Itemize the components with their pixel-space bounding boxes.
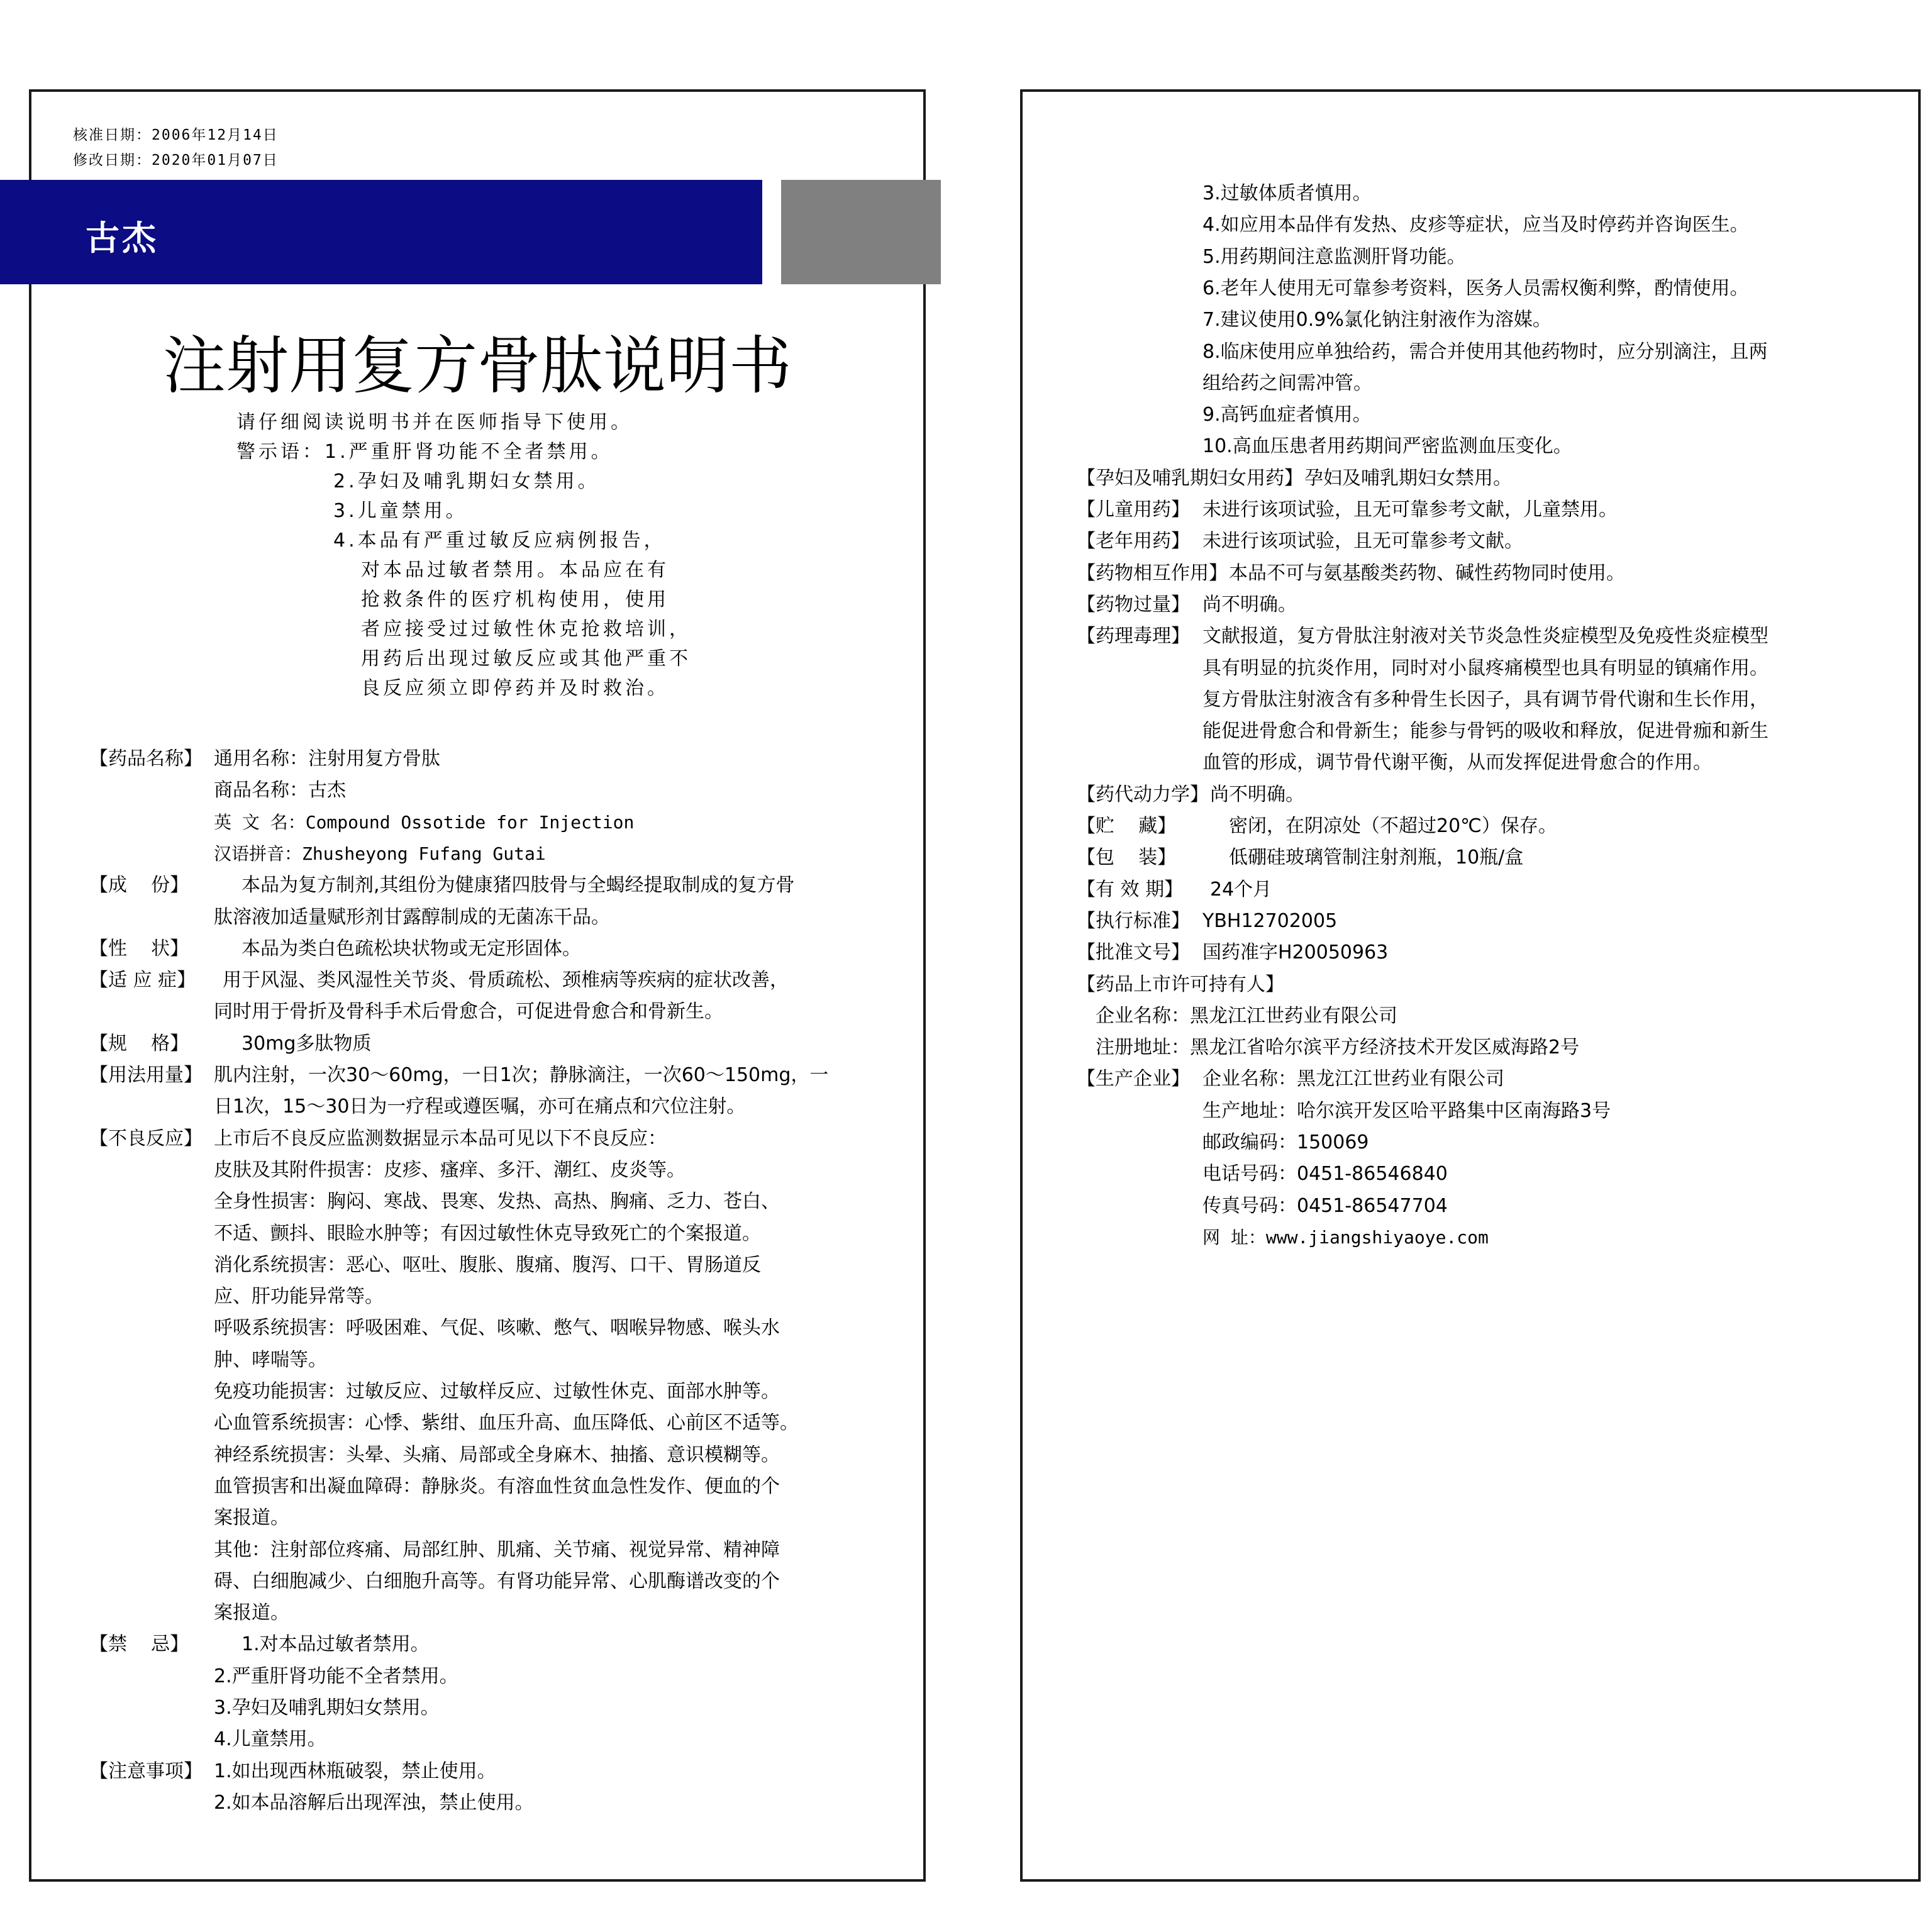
section-text: 复方骨肽注射液含有多种骨生长因子，具有调节骨代谢和生长作用，	[1202, 688, 1768, 711]
section-label: 【用法用量】	[89, 1064, 203, 1086]
section-text: 商品名称：古杰	[214, 779, 346, 802]
section-label: 【规 格】	[89, 1032, 189, 1055]
section-text: 血管的形成，调节骨代谢平衡，从而发挥促进骨愈合的作用。	[1202, 752, 1712, 774]
section-text: 消化系统损害：恶心、呕吐、腹胀、腹痛、腹泻、口干、胃肠道反	[214, 1253, 761, 1276]
section-label: 【注意事项】	[89, 1760, 203, 1782]
section-text: 传真号码：0451-86547704	[1202, 1194, 1448, 1217]
section-text: 肌内注射，一次30～60mg，一日1次；静脉滴注，一次60～150mg，一	[214, 1064, 829, 1086]
section-label: 【执行标准】	[1077, 909, 1190, 932]
section-text: 日1次，15～30日为一疗程或遵医嘱，亦可在痛点和穴位注射。	[214, 1096, 746, 1118]
revise-date: 修改日期：2020年01月07日	[73, 152, 279, 169]
section-text: 案报道。	[214, 1507, 289, 1530]
section-text: 6.老年人使用无可靠参考资料，医务人员需权衡利弊，酌情使用。	[1202, 277, 1749, 299]
section-text: 上市后不良反应监测数据显示本品可见以下不良反应：	[214, 1127, 667, 1150]
section-text: 文献报道，复方骨肽注射液对关节炎急性炎症模型及免疫性炎症模型	[1202, 625, 1768, 648]
section-text: 低硼硅玻璃管制注射剂瓶，10瓶/盒	[1229, 847, 1524, 869]
section-label: 【老年用药】	[1077, 530, 1190, 553]
section-text: 本品不可与氨基酸类药物、碱性药物同时使用。	[1229, 562, 1625, 584]
section-text: 网 址：www.jiangshiyaoye.com	[1202, 1226, 1489, 1248]
section-text: 肿、哮喘等。	[214, 1348, 327, 1371]
section-text: 30mg多肽物质	[242, 1032, 372, 1055]
section-text: 应、肝功能异常等。	[214, 1285, 384, 1308]
section-text: 英 文 名：Compound Ossotide for Injection	[214, 811, 635, 833]
section-label: 【生产企业】	[1077, 1068, 1190, 1091]
section-label: 【包 装】	[1077, 847, 1177, 869]
section-text: 电话号码：0451-86546840	[1202, 1163, 1448, 1185]
section-text: 2.如本品溶解后出现浑浊，禁止使用。	[214, 1791, 534, 1814]
warning-line: 者应接受过过敏性休克抢救培训，	[361, 618, 691, 640]
decorative-gray-block	[781, 180, 941, 284]
section-text: 1.如出现西林瓶破裂，禁止使用。	[214, 1760, 496, 1782]
section-text: 能促进骨愈合和骨新生；能参与骨钙的吸收和释放，促进骨痂和新生	[1202, 720, 1768, 743]
section-text: 8.临床使用应单独给药，需合并使用其他药物时，应分别滴注，且两	[1202, 340, 1768, 363]
section-text: 同时用于骨折及骨科手术后骨愈合，可促进骨愈合和骨新生。	[214, 1001, 723, 1023]
section-label: 【适 应 症】	[89, 969, 196, 992]
section-text: 呼吸系统损害：呼吸困难、气促、咳嗽、憋气、咽喉异物感、喉头水	[214, 1317, 780, 1340]
section-text: 生产地址：哈尔滨开发区哈平路集中区南海路3号	[1202, 1099, 1611, 1122]
section-label: 【药物过量】	[1077, 593, 1190, 616]
section-text: 神经系统损害：头晕、头痛、局部或全身麻木、抽搐、意识模糊等。	[214, 1443, 780, 1466]
section-label: 【成 份】	[89, 874, 189, 897]
warning-line: 请仔细阅读说明书并在医师指导下使用。	[236, 411, 633, 433]
section-text: 其他：注射部位疼痛、局部红肿、肌痛、关节痛、视觉异常、精神障	[214, 1538, 780, 1561]
warning-line: 抢救条件的医疗机构使用，使用	[361, 589, 669, 611]
section-text: 尚不明确。	[1210, 783, 1304, 806]
section-label: 【孕妇及哺乳期妇女用药】	[1077, 467, 1303, 489]
section-text: 案报道。	[214, 1602, 289, 1624]
section-text: 全身性损害：胸闷、寒战、畏寒、发热、高热、胸痛、乏力、苍白、	[214, 1191, 780, 1213]
section-text: 24个月	[1210, 878, 1272, 901]
warning-line: 3.儿童禁用。	[333, 500, 468, 522]
warning-line: 对本品过敏者禁用。本品应在有	[361, 559, 669, 581]
section-text: 血管损害和出凝血障碍：静脉炎。有溶血性贫血急性发作、便血的个	[214, 1475, 780, 1497]
section-text: 7.建议使用0.9%氯化钠注射液作为溶媒。	[1202, 309, 1552, 331]
warning-line: 2.孕妇及哺乳期妇女禁用。	[333, 470, 600, 492]
section-text: 肽溶液加适量赋形剂甘露醇制成的无菌冻干品。	[214, 906, 610, 928]
section-text: 本品为复方制剂,其组份为健康猪四肢骨与全蝎经提取制成的复方骨	[242, 874, 795, 897]
section-text: 企业名称：黑龙江江世药业有限公司	[1096, 1004, 1397, 1027]
section-label: 【药品名称】	[89, 748, 203, 770]
approve-date: 核准日期：2006年12月14日	[73, 127, 279, 143]
section-label: 【批准文号】	[1077, 941, 1190, 964]
section-label: 【儿童用药】	[1077, 499, 1190, 521]
section-text: 心血管系统损害：心悸、紫绀、血压升高、血压降低、心前区不适等。	[214, 1412, 799, 1435]
section-label: 【性 状】	[89, 937, 189, 960]
section-text: 密闭，在阴凉处（不超过20℃）保存。	[1229, 815, 1557, 837]
section-text: 10.高血压患者用药期间严密监测血压变化。	[1202, 435, 1572, 458]
section-label: 【药物相互作用】	[1077, 562, 1228, 584]
section-label: 【贮 藏】	[1077, 815, 1177, 837]
warning-line: 用药后出现过敏反应或其他严重不	[361, 648, 691, 670]
section-text: 用于风湿、类风湿性关节炎、骨质疏松、颈椎病等疾病的症状改善，	[223, 969, 789, 992]
section-label: 【药代动力学】	[1077, 783, 1209, 806]
section-label: 【禁 忌】	[89, 1633, 189, 1656]
section-text: 尚不明确。	[1202, 593, 1297, 616]
brand-logo-text: 古杰	[86, 218, 158, 258]
section-text: 5.用药期间注意监测肝肾功能。	[1202, 245, 1466, 268]
section-text: 孕妇及哺乳期妇女禁用。	[1304, 467, 1512, 489]
section-text: 碍、白细胞减少、白细胞升高等。有肾功能异常、心肌酶谱改变的个	[214, 1570, 780, 1592]
section-text: 4.儿童禁用。	[214, 1728, 326, 1751]
section-text: 本品为类白色疏松块状物或无定形固体。	[242, 937, 581, 960]
warning-line: 良反应须立即停药并及时救治。	[361, 677, 669, 699]
section-text: 汉语拼音：Zhusheyong Fufang Gutai	[214, 843, 546, 864]
section-text: 未进行该项试验，且无可靠参考文献。	[1202, 530, 1523, 553]
section-text: 2.严重肝肾功能不全者禁用。	[214, 1665, 458, 1687]
section-text: 注册地址：黑龙江省哈尔滨平方经济技术开发区威海路2号	[1096, 1036, 1580, 1059]
section-text: 皮肤及其附件损害：皮疹、瘙痒、多汗、潮红、皮炎等。	[214, 1158, 686, 1181]
section-text: YBH12702005	[1202, 909, 1338, 932]
warning-line: 警示语：1.严重肝肾功能不全者禁用。	[236, 441, 613, 463]
section-label: 【不良反应】	[89, 1127, 203, 1150]
section-label: 【药品上市许可持有人】	[1077, 973, 1284, 996]
section-text: 免疫功能损害：过敏反应、过敏样反应、过敏性休克、面部水肿等。	[214, 1380, 780, 1402]
section-text: 企业名称：黑龙江江世药业有限公司	[1202, 1068, 1504, 1091]
section-text: 9.高钙血症者慎用。	[1202, 404, 1372, 426]
warning-line: 4.本品有严重过敏反应病例报告，	[333, 530, 666, 552]
section-text: 国药准字H20050963	[1202, 941, 1389, 964]
section-text: 不适、颤抖、眼睑水肿等；有因过敏性休克导致死亡的个案报道。	[214, 1222, 761, 1245]
section-text: 邮政编码：150069	[1202, 1131, 1369, 1153]
section-text: 通用名称：注射用复方骨肽	[214, 748, 440, 770]
section-text: 3.孕妇及哺乳期妇女禁用。	[214, 1697, 440, 1719]
section-text: 4.如应用本品伴有发热、皮疹等症状，应当及时停药并咨询医生。	[1202, 214, 1749, 236]
section-text: 具有明显的抗炎作用，同时对小鼠疼痛模型也具有明显的镇痛作用。	[1202, 657, 1768, 679]
section-text: 未进行该项试验，且无可靠参考文献，儿童禁用。	[1202, 499, 1618, 521]
section-text: 1.对本品过敏者禁用。	[242, 1633, 430, 1656]
section-text: 组给药之间需冲管。	[1202, 372, 1372, 394]
document-title: 注射用复方骨肽说明书	[163, 329, 792, 402]
section-label: 【药理毒理】	[1077, 625, 1190, 648]
section-text: 3.过敏体质者慎用。	[1202, 182, 1372, 204]
section-label: 【有 效 期】	[1077, 878, 1184, 901]
